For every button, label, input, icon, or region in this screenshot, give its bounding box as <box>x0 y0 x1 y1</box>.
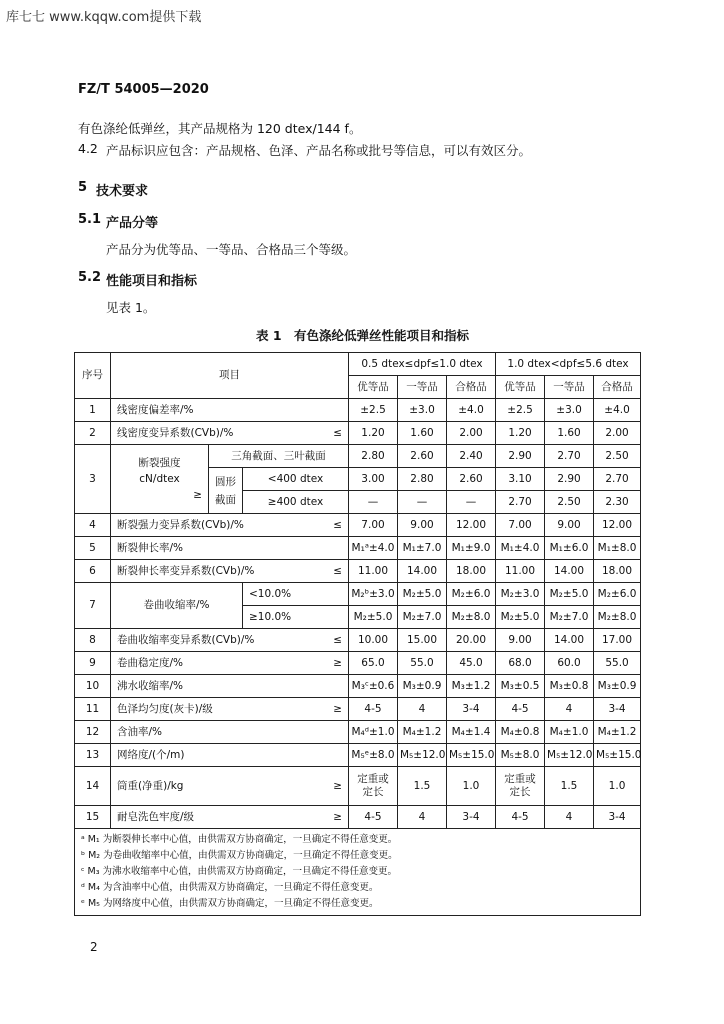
table-cell: 15.00 <box>398 629 447 652</box>
row-number: 12 <box>75 721 111 744</box>
table-row <box>75 698 641 721</box>
table-cell: 1.0 <box>594 767 641 806</box>
table-cell: 2.70 <box>496 491 545 514</box>
footnote-b: ᵇ M₂ 为卷曲收缩率中心值，由供需双方协商确定，一旦确定不得任意变更。 <box>81 850 398 861</box>
grade-header: 优等品 <box>349 376 398 399</box>
table-cell: M₅±12.0 <box>398 744 447 767</box>
table-cell: 3-4 <box>447 806 496 829</box>
row-item: 筒重(净重)/kg <box>111 767 315 806</box>
table-cell: M₁±9.0 <box>447 537 496 560</box>
table-cell: M₄±1.2 <box>594 721 641 744</box>
row-number: 5 <box>75 537 111 560</box>
row-comparator: ≥ <box>315 806 349 829</box>
grade-header: 一等品 <box>545 376 594 399</box>
row-comparator: ≤ <box>315 629 349 652</box>
table-cell: M₅ᵉ±8.0 <box>349 744 398 767</box>
footnote-d: ᵈ M₄ 为含油率中心值，由供需双方协商确定，一旦确定不得任意变更。 <box>81 882 379 893</box>
row-item: 卷曲收缩率变异系数(CVb)/% <box>111 629 315 652</box>
table-cell: 4-5 <box>496 698 545 721</box>
table-cell: 2.50 <box>545 491 594 514</box>
table-cell: 4-5 <box>349 698 398 721</box>
page-number: 2 <box>90 940 98 954</box>
table-cell: 3-4 <box>594 806 641 829</box>
subitem-ge-400: ≥400 dtex <box>243 491 349 514</box>
table-cell: 1.5 <box>398 767 447 806</box>
row-number: 9 <box>75 652 111 675</box>
row-item: 断裂伸长率/% <box>111 537 349 560</box>
table-cell: 2.90 <box>496 445 545 468</box>
table-cell: 18.00 <box>447 560 496 583</box>
table-cell: 2.00 <box>447 422 496 445</box>
row-number: 14 <box>75 767 111 806</box>
table-cell: ±3.0 <box>545 399 594 422</box>
table-cell: M₃ᶜ±0.6 <box>349 675 398 698</box>
table-cell: M₂±6.0 <box>594 583 641 606</box>
table-cell: M₁ᵃ±4.0 <box>349 537 398 560</box>
row-item: 线密度变异系数(CVb)/% <box>111 422 315 445</box>
table-cell: 9.00 <box>496 629 545 652</box>
table-cell: ±2.5 <box>349 399 398 422</box>
table-cell: 12.00 <box>594 514 641 537</box>
header-item: 项目 <box>111 353 349 399</box>
section-5-number: 5 <box>78 180 88 195</box>
table-cell: 1.20 <box>349 422 398 445</box>
table-row <box>75 583 641 606</box>
row-item: 断裂强力变异系数(CVb)/% <box>111 514 315 537</box>
subitem-lt-10: <10.0% <box>243 583 349 606</box>
grade-header: 合格品 <box>594 376 641 399</box>
table-cell: 1.20 <box>496 422 545 445</box>
table-cell: 1.0 <box>447 767 496 806</box>
table-row <box>75 721 641 744</box>
table-cell: 2.00 <box>594 422 641 445</box>
table-cell: 65.0 <box>349 652 398 675</box>
table-cell: M₁±8.0 <box>594 537 641 560</box>
row-item: 耐皂洗色牢度/级 <box>111 806 315 829</box>
paragraph-product-spec: 有色涤纶低弹丝，其产品规格为 120 dtex/144 f。 <box>78 121 362 136</box>
row-comparator: ≤ <box>315 514 349 537</box>
table-cell: ±4.0 <box>594 399 641 422</box>
row-item: 含油率/% <box>111 721 349 744</box>
table-row <box>75 537 641 560</box>
table-cell: M₄±1.2 <box>398 721 447 744</box>
table-cell: — <box>398 491 447 514</box>
table-cell: 4 <box>398 698 447 721</box>
table-cell: M₂±7.0 <box>545 606 594 629</box>
header-range-2: 1.0 dtex<dpf≤5.6 dtex <box>496 353 641 376</box>
table-cell: 14.00 <box>545 629 594 652</box>
row-number: 6 <box>75 560 111 583</box>
table-cell: 2.80 <box>349 445 398 468</box>
table-cell: — <box>447 491 496 514</box>
table-cell: 45.0 <box>447 652 496 675</box>
table-cell: M₃±0.8 <box>545 675 594 698</box>
subitem-triangle: 三角截面、三叶截面 <box>209 445 349 468</box>
table-cell: ±2.5 <box>496 399 545 422</box>
section-5-1-text: 产品分为优等品、一等品、合格品三个等级。 <box>106 242 357 257</box>
table-cell: 1.60 <box>398 422 447 445</box>
spec-table <box>74 352 641 916</box>
table-cell: 2.40 <box>447 445 496 468</box>
row-comparator: ≤ <box>315 560 349 583</box>
table-cell: M₂ᵇ±3.0 <box>349 583 398 606</box>
clause-4-2-text: 产品标识应包含：产品规格、色泽、产品名称或批号等信息，可以有效区分。 <box>106 143 532 158</box>
section-5-2-number: 5.2 <box>78 270 102 285</box>
table-cell: M₄±1.4 <box>447 721 496 744</box>
table-cell: M₂±8.0 <box>594 606 641 629</box>
row-comparator: ≥ <box>315 767 349 806</box>
grade-header: 合格品 <box>447 376 496 399</box>
table-cell: ±4.0 <box>447 399 496 422</box>
table-cell: M₂±6.0 <box>447 583 496 606</box>
table-row <box>75 767 641 806</box>
table-row <box>75 560 641 583</box>
table-cell: 7.00 <box>349 514 398 537</box>
table-cell: M₄±1.0 <box>545 721 594 744</box>
table-cell: M₅±8.0 <box>496 744 545 767</box>
footnote-c: ᶜ M₃ 为沸水收缩率中心值，由供需双方协商确定，一旦确定不得任意变更。 <box>81 866 398 877</box>
table-row <box>75 445 641 468</box>
table-cell: M₃±0.9 <box>398 675 447 698</box>
grade-header: 一等品 <box>398 376 447 399</box>
row-comparator: ≥ <box>315 652 349 675</box>
table-cell: M₅±12.0 <box>545 744 594 767</box>
header-no: 序号 <box>75 353 111 399</box>
table-cell: 定重或定长 <box>349 767 398 806</box>
table-cell: 4 <box>398 806 447 829</box>
header-range-1: 0.5 dtex≤dpf≤1.0 dtex <box>349 353 496 376</box>
table-row <box>75 422 641 445</box>
row-item: 色泽均匀度(灰卡)/级 <box>111 698 315 721</box>
watermark-text: 库七七 www.kqqw.com提供下载 <box>6 10 202 25</box>
row-number: 1 <box>75 399 111 422</box>
table-cell: 3-4 <box>447 698 496 721</box>
table-cell: 55.0 <box>398 652 447 675</box>
table-cell: 68.0 <box>496 652 545 675</box>
table-cell: M₂±5.0 <box>398 583 447 606</box>
table-cell: M₁±7.0 <box>398 537 447 560</box>
row-number: 3 <box>75 445 111 514</box>
table-cell: 7.00 <box>496 514 545 537</box>
table-cell: M₂±7.0 <box>398 606 447 629</box>
subitem-ge-10: ≥10.0% <box>243 606 349 629</box>
table-cell: M₁±6.0 <box>545 537 594 560</box>
table-cell: 2.70 <box>594 468 641 491</box>
standard-number: FZ/T 54005—2020 <box>78 82 209 97</box>
table-cell: 4-5 <box>349 806 398 829</box>
table-cell: M₃±0.9 <box>594 675 641 698</box>
table-cell: — <box>349 491 398 514</box>
section-5-title: 技术要求 <box>96 184 149 199</box>
table-cell: M₂±5.0 <box>545 583 594 606</box>
table-cell: 1.5 <box>545 767 594 806</box>
row-number: 10 <box>75 675 111 698</box>
table-cell: 2.70 <box>545 445 594 468</box>
row-number: 15 <box>75 806 111 829</box>
table-cell: 3-4 <box>594 698 641 721</box>
row-comparator: ≤ <box>315 422 349 445</box>
table-cell: 55.0 <box>594 652 641 675</box>
row-item-line2: cN/dtex <box>139 473 180 485</box>
row-number: 8 <box>75 629 111 652</box>
row-number: 11 <box>75 698 111 721</box>
table-cell: M₃±1.2 <box>447 675 496 698</box>
table-row <box>75 744 641 767</box>
table-cell: 10.00 <box>349 629 398 652</box>
table-cell: 12.00 <box>447 514 496 537</box>
row-item-line1: 断裂强度 <box>138 457 181 469</box>
section-5-1-title: 产品分等 <box>106 216 159 231</box>
table-cell: M₃±0.5 <box>496 675 545 698</box>
table-cell: M₂±3.0 <box>496 583 545 606</box>
table-cell: 2.80 <box>398 468 447 491</box>
table-cell: 20.00 <box>447 629 496 652</box>
table-notes-row <box>75 829 641 916</box>
row-number: 7 <box>75 583 111 629</box>
table-cell: 3.00 <box>349 468 398 491</box>
section-5-2-text: 见表 1。 <box>106 300 156 315</box>
row-item: 断裂伸长率变异系数(CVb)/% <box>111 560 315 583</box>
footnote-e: ᵉ M₅ 为网络度中心值，由供需双方协商确定，一旦确定不得任意变更。 <box>81 898 379 909</box>
section-5-2-title: 性能项目和指标 <box>106 274 198 289</box>
subitem-lt-400: <400 dtex <box>243 468 349 491</box>
row-item: 卷曲稳定度/% <box>111 652 315 675</box>
table-cell: 14.00 <box>545 560 594 583</box>
table-cell: M₂±5.0 <box>496 606 545 629</box>
table-cell: M₅±15.0 <box>594 744 641 767</box>
footnote-a: ᵃ M₁ 为断裂伸长率中心值，由供需双方协商确定，一旦确定不得任意变更。 <box>81 834 398 845</box>
row-comparator: ≥ <box>315 698 349 721</box>
subitem-round: 圆形 <box>215 475 236 488</box>
table-cell: 4 <box>545 806 594 829</box>
table-cell: 2.90 <box>545 468 594 491</box>
table-row <box>75 806 641 829</box>
row-number: 2 <box>75 422 111 445</box>
table-row <box>75 675 641 698</box>
subitem-round-section <box>209 468 243 514</box>
subitem-section: 截面 <box>215 493 236 506</box>
table-cell: 18.00 <box>594 560 641 583</box>
clause-4-2-number: 4.2 <box>78 141 98 156</box>
table-cell: 17.00 <box>594 629 641 652</box>
table-cell: 11.00 <box>349 560 398 583</box>
table-cell: 60.0 <box>545 652 594 675</box>
table-cell: 4-5 <box>496 806 545 829</box>
table-caption: 表 1 有色涤纶低弹丝性能项目和指标 <box>256 328 470 343</box>
table-cell: M₄±0.8 <box>496 721 545 744</box>
row-item: 线密度偏差率/% <box>111 399 349 422</box>
row-number: 4 <box>75 514 111 537</box>
table-row <box>75 652 641 675</box>
table-cell: 9.00 <box>398 514 447 537</box>
table-cell: M₅±15.0 <box>447 744 496 767</box>
table-row <box>75 629 641 652</box>
table-cell: 14.00 <box>398 560 447 583</box>
section-5-1-number: 5.1 <box>78 212 102 227</box>
row-comparator: ≥ <box>193 489 202 501</box>
table-cell: M₄ᵈ±1.0 <box>349 721 398 744</box>
row-item: 网络度/(个/m) <box>111 744 349 767</box>
row-item: 卷曲收缩率/% <box>111 583 243 629</box>
table-row <box>75 399 641 422</box>
table-notes <box>75 829 641 916</box>
table-row <box>75 514 641 537</box>
row-number: 13 <box>75 744 111 767</box>
table-cell: 2.60 <box>447 468 496 491</box>
table-cell: 2.60 <box>398 445 447 468</box>
row-item <box>111 445 209 514</box>
table-cell: 2.50 <box>594 445 641 468</box>
table-cell: 11.00 <box>496 560 545 583</box>
table-cell: M₂±5.0 <box>349 606 398 629</box>
table-cell: ±3.0 <box>398 399 447 422</box>
table-cell: 4 <box>545 698 594 721</box>
table-cell: M₂±8.0 <box>447 606 496 629</box>
table-cell: 定重或定长 <box>496 767 545 806</box>
grade-header: 优等品 <box>496 376 545 399</box>
row-item: 沸水收缩率/% <box>111 675 349 698</box>
table-cell: 1.60 <box>545 422 594 445</box>
table-cell: 2.30 <box>594 491 641 514</box>
table-cell: 3.10 <box>496 468 545 491</box>
table-cell: M₁±4.0 <box>496 537 545 560</box>
table-cell: 9.00 <box>545 514 594 537</box>
